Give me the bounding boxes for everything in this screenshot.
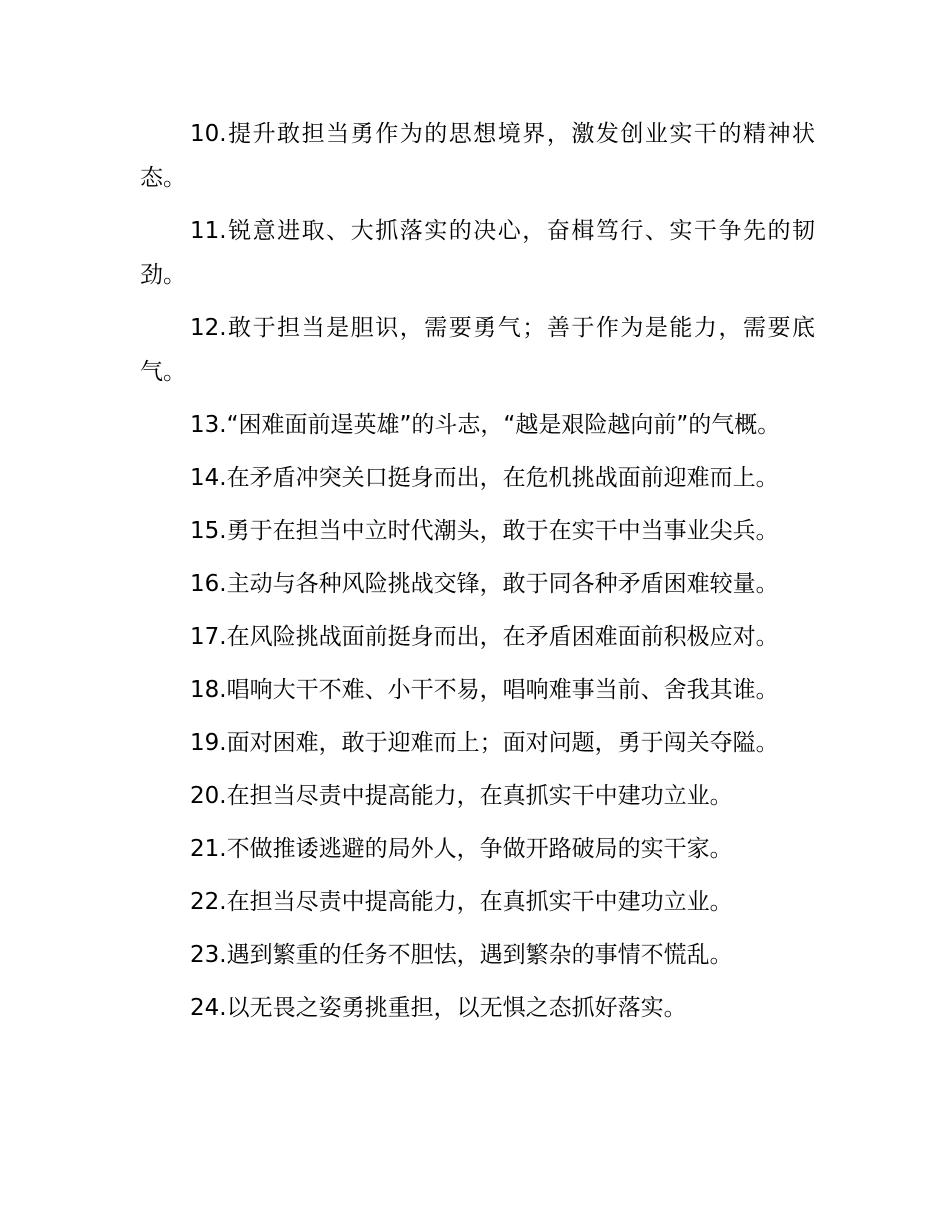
paragraph-12: 12.敢于担当是胆识，需要勇气；善于作为是能力，需要底气。 bbox=[140, 315, 815, 385]
document-body bbox=[140, 112, 815, 1039]
paragraph-15: 15.勇于在担当中立时代潮头，敢于在实干中当事业尖兵。 bbox=[190, 518, 779, 544]
paragraph-22: 22.在担当尽责中提高能力，在真抓实干中建功立业。 bbox=[190, 889, 733, 915]
paragraph-23: 23.遇到繁重的任务不胆怯，遇到繁杂的事情不慌乱。 bbox=[190, 942, 733, 968]
paragraph-19: 19.面对困难，敢于迎难而上；面对问题，勇于闯关夺隘。 bbox=[190, 730, 779, 756]
paragraph-20: 20.在担当尽责中提高能力，在真抓实干中建功立业。 bbox=[190, 783, 733, 809]
paragraph-24: 24.以无畏之姿勇挑重担，以无惧之态抓好落实。 bbox=[190, 995, 687, 1021]
paragraph-14: 14.在矛盾冲突关口挺身而出，在危机挑战面前迎难而上。 bbox=[190, 465, 779, 491]
paragraph-10: 10.提升敢担当勇作为的思想境界，激发创业实干的精神状态。 bbox=[140, 121, 815, 191]
paragraph-17: 17.在风险挑战面前挺身而出，在矛盾困难面前积极应对。 bbox=[190, 624, 779, 650]
paragraph-16: 16.主动与各种风险挑战交锋，敢于同各种矛盾困难较量。 bbox=[190, 571, 779, 597]
paragraph-11: 11.锐意进取、大抓落实的决心，奋楫笃行、实干争先的韧劲。 bbox=[140, 218, 815, 288]
paragraph-21: 21.不做推诿逃避的局外人，争做开路破局的实干家。 bbox=[190, 836, 733, 862]
paragraph-13: 13.“困难面前逞英雄”的斗志，“越是艰险越向前”的气概。 bbox=[190, 412, 781, 438]
paragraph-18: 18.唱响大干不难、小干不易，唱响难事当前、舍我其谁。 bbox=[190, 677, 779, 703]
